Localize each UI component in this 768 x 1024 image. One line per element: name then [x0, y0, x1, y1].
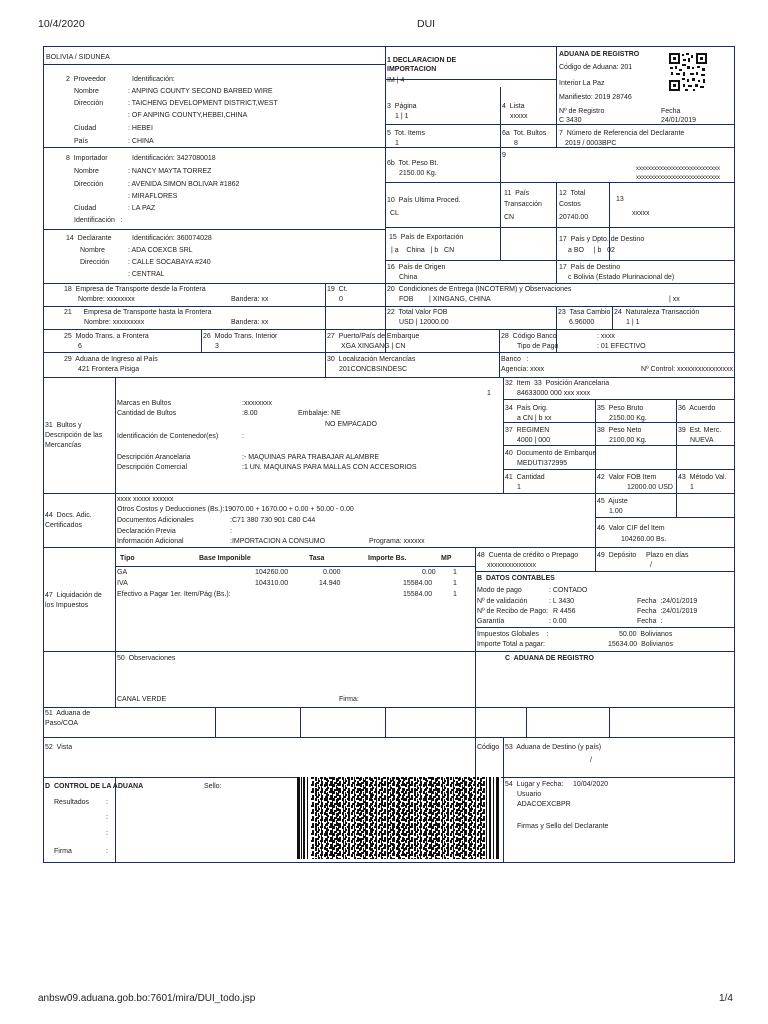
- garantia-fecha: Fecha :: [637, 618, 663, 625]
- proveedor-id-label: Identificación:: [132, 76, 175, 83]
- ajuste-label: 45 Ajuste: [597, 498, 628, 505]
- peso-bruto-label: 35 Peso Bruto: [597, 405, 644, 412]
- transporte-frontera-bandera: Bandera: xx: [231, 296, 269, 303]
- total-label1: 12 Total: [559, 190, 586, 197]
- observaciones-firma: Firma:: [339, 696, 359, 703]
- declarante-dir2: : CENTRAL: [128, 271, 165, 278]
- pais-orig-label: 34 País Orig.: [505, 405, 548, 412]
- canal-verde: CANAL VERDE: [117, 696, 167, 703]
- est-merc-label: 39 Est. Merc.: [678, 427, 722, 434]
- proveedor-pais-label: País: [74, 138, 89, 145]
- arancelaria-value: :- MAQUINAS PARA TRABAJAR ALAMBRE: [242, 454, 380, 461]
- print-date: 10/4/2020: [38, 18, 85, 30]
- localizacion-value: 201CONCBSINDESC: [339, 366, 408, 373]
- declarante-dir-label: Dirección: [80, 259, 110, 266]
- modo-pago-label: Modo de pago: [477, 587, 522, 594]
- observaciones-label: 50 Observaciones: [117, 655, 176, 662]
- bultos-label-1: 31 Bultos y: [45, 422, 82, 429]
- modo-interior-label: 26 Modo Trans. Interior: [203, 333, 278, 340]
- liq-cell: 1: [453, 580, 457, 587]
- agencia-value: Agencia: xxxx: [501, 366, 545, 373]
- fob-item-label: 42 Valor FOB Item: [597, 474, 657, 481]
- impuestos-value: 50.00 Bolivianos: [619, 631, 673, 638]
- localizacion-label: 30 Localización Mercancías: [327, 356, 416, 363]
- proveedor-dir1: : TAICHENG DEVELOPMENT DISTRICT,WEST: [128, 100, 278, 107]
- naturaleza-value: 1 | 1: [626, 319, 640, 326]
- usuario-label: Usuario: [517, 791, 542, 798]
- docs-line-5-label: Información Adicional: [117, 538, 184, 545]
- modo-frontera-label: 25 Modo Trans. a Frontera: [64, 333, 149, 340]
- pais-orig-value: a CN | b xx: [517, 415, 552, 422]
- liq-header-mp: MP: [441, 555, 452, 562]
- docs-line-3-label: Documentos Adicionales: [117, 517, 194, 524]
- dpto-value: a BO | b 02: [568, 247, 615, 254]
- item-label: 32 Item: [505, 380, 531, 387]
- transporte-hasta-bandera: Bandera: xx: [231, 319, 269, 326]
- deposito-value: /: [650, 562, 652, 569]
- deposito-label: 49 Depósito Plazo en días: [597, 552, 689, 559]
- metodo-value: 1: [690, 484, 694, 491]
- recibo-value: R 4456: [553, 608, 576, 615]
- cuenta-label: 48 Cuenta de crédito o Prepago: [477, 552, 579, 559]
- referencia-value: 2019 / 0003BPC: [565, 140, 617, 147]
- fecha-label: Fecha: [661, 108, 681, 115]
- liq-header-tipo: Tipo: [120, 555, 135, 562]
- validacion-value: : L 3430: [549, 598, 575, 605]
- footer-page: 1/4: [719, 993, 733, 1004]
- firma-label: Firma: [54, 848, 72, 855]
- lista-value: xxxxx: [510, 113, 528, 120]
- liquidacion-label-1: 47 Liquidación de: [45, 592, 102, 599]
- docs-line-5: :IMPORTACION A CONSUMO: [230, 538, 326, 545]
- referencia-label: 7 Número de Referencia del Declarante: [559, 130, 685, 137]
- cantidad-value: 1: [517, 484, 521, 491]
- cuenta-value: xxxxxxxxxxxxxx: [487, 562, 536, 569]
- posicion-value: 84633000 000 xxx xxxx: [517, 390, 591, 397]
- est-merc-value: NUEVA: [690, 437, 714, 444]
- contenedor-value: :: [242, 433, 244, 440]
- resultados-colon: :: [106, 830, 108, 837]
- impuestos-label: Impuestos Globales :: [477, 631, 549, 638]
- importador-ident-label: Identificación :: [74, 217, 123, 224]
- cantidad-bultos-label: Cantidad de Bultos: [117, 410, 177, 417]
- proveedor-nombre-label: Nombre: [74, 88, 99, 95]
- importador-ciudad-label: Ciudad: [74, 205, 97, 212]
- dui-form: [43, 46, 735, 863]
- validacion-fecha: Fecha :24/01/2019: [637, 598, 698, 605]
- transporte-hasta-label: 21 Empresa de Transporte hasta la Frontera: [64, 309, 212, 316]
- liq-cell: 14.940: [319, 580, 341, 587]
- comercial-label: Descripción Comercial: [117, 464, 188, 471]
- proveedor-ciudad-label: Ciudad: [74, 125, 97, 132]
- modo-pago-value: : CONTADO: [549, 587, 588, 594]
- peso-value: 2150.00 Kg.: [399, 170, 437, 177]
- exportacion-label: 15 País de Exportación: [389, 234, 464, 241]
- f9-value-a: xxxxxxxxxxxxxxxxxxxxxxxxxxxx: [636, 166, 720, 172]
- liquidacion-label-2: los Impuestos: [45, 602, 89, 609]
- proveedor-nombre: : ANPING COUNTY SECOND BARBED WIRE: [128, 88, 273, 95]
- liq-cell: GA: [117, 569, 128, 576]
- transaccion-value: CN: [504, 214, 515, 221]
- registro-label: Nº de Registro: [559, 108, 605, 115]
- liq-header-importe: Importe Bs.: [368, 555, 407, 562]
- control-aduana-title: D CONTROL DE LA ADUANA: [45, 783, 144, 790]
- items-value: 1: [395, 140, 399, 147]
- origen-value: China: [399, 274, 418, 281]
- declarante-nombre: : ADA COEXCB SRL: [128, 247, 193, 254]
- docs-line-4-label: Declaración Previa: [117, 528, 176, 535]
- datos-contables-title: B DATOS CONTABLES: [477, 575, 555, 582]
- puerto-label: 27 Puerto/País de Embarque: [327, 333, 420, 340]
- peso-label: 6b Tot. Peso Bt.: [387, 160, 439, 167]
- transporte-frontera-nombre: Nombre: xxxxxxxx: [78, 296, 135, 303]
- regimen-value: 4000 | 000: [517, 437, 550, 444]
- items-label: 5 Tot. Items: [387, 130, 425, 137]
- origen-label: 16 País de Origen: [387, 264, 446, 271]
- efectivo-label: Efectivo a Pagar 1er. Item/Pág (Bs.):: [117, 591, 231, 598]
- tasa-label: 23 Tasa Cambio: [558, 309, 611, 316]
- recibo-label: Nº de Recibo de Pago:: [477, 608, 549, 615]
- docs-line-3: :C71 380 730 901 C80 C44: [230, 517, 316, 524]
- print-title: DUI: [417, 18, 436, 30]
- pagina-value: 1 | 1: [395, 113, 409, 120]
- importador-ciudad: : LA PAZ: [128, 205, 156, 212]
- doc-embarque-label: 40 Documento de Embarque: [505, 450, 597, 457]
- doc-embarque-value: MEDUTI372995: [517, 460, 568, 467]
- embalaje-detalle: NO EMPACADO: [325, 421, 377, 428]
- peso-bruto-value: 2150.00 Kg.: [609, 415, 647, 422]
- declarante-label: 14 Declarante: [66, 235, 112, 242]
- destino-value: c Bolivia (Estado Plurinacional de): [568, 274, 675, 281]
- aduana-destino-value: /: [590, 757, 592, 764]
- vista-label: 52 Vista: [45, 744, 73, 751]
- bultos-label: 6a Tot. Bultos: [502, 130, 547, 137]
- importador-nombre: : NANCY MAYTA TORREZ: [128, 168, 212, 175]
- resultados-colon: :: [106, 814, 108, 821]
- docs-line-1: xxxx xxxxx xxxxxx: [117, 496, 174, 503]
- comercial-value: :1 UN. MAQUINAS PARA MALLAS CON ACCESORIOS: [242, 464, 417, 471]
- firma-colon: :: [106, 848, 108, 855]
- puerto-value: XGA XINGANG | CN: [341, 343, 406, 350]
- arancelaria-label: Descripción Arancelaria: [117, 454, 191, 461]
- docs-line-4: :: [230, 528, 232, 535]
- cif-value: 104260.00 Bs.: [621, 536, 667, 543]
- programa: Programa: xxxxxx: [369, 538, 425, 545]
- transporte-frontera-label: 18 Empresa de Transporte desde la Frontera: [64, 286, 206, 293]
- f9-label: 9: [502, 152, 506, 159]
- garantia-value: : 0.00: [549, 618, 567, 625]
- total-value: 20740.00: [559, 214, 589, 221]
- fob-label: 22 Total Valor FOB: [387, 309, 448, 316]
- efectivo-value: 15584.00: [403, 591, 433, 598]
- resultados-colon: :: [106, 799, 108, 806]
- aduana-registro-c: C ADUANA DE REGISTRO: [505, 655, 594, 662]
- resultados-label: Resultados: [54, 799, 90, 806]
- bultos-value: 8: [514, 140, 518, 147]
- f13-label: 13: [616, 196, 624, 203]
- incoterm-xx: | xx: [669, 296, 680, 303]
- modo-frontera-value: 6: [78, 343, 82, 350]
- qr-code-icon: [668, 52, 708, 92]
- control-value: Nº Control: xxxxxxxxxxxxxxxx: [641, 366, 734, 373]
- declaration-value: IM | 4: [387, 77, 405, 84]
- cantidad-label: 41 Cantidad: [505, 474, 545, 481]
- sello-label: Sello:: [204, 783, 222, 790]
- docs-line-2: Otros Costos y Deducciones (Bs.):19070.00 + 1670.00 + 0.00 + 50.00 - 0.00: [117, 506, 354, 513]
- country-label: BOLIVIA / SIDUNEA: [46, 54, 110, 61]
- modo-interior-value: 3: [215, 343, 219, 350]
- embalaje: Embalaje: NE: [298, 410, 341, 417]
- banco-codigo-value: : xxxx: [597, 333, 615, 340]
- importador-id: Identificación: 3427080018: [132, 155, 216, 162]
- incoterm-value: FOB | XINGANG, CHINA: [399, 296, 491, 303]
- contenedor-label: Identificación de Contenedor(es): [117, 433, 219, 440]
- declarante-id: Identificación: 360074028: [132, 235, 212, 242]
- transporte-hasta-nombre: Nombre: xxxxxxxxx: [84, 319, 145, 326]
- proveedor-ciudad: : HEBEI: [128, 125, 153, 132]
- ajuste-value: 1.00: [609, 508, 623, 515]
- transaccion-label1: 11 País: [504, 190, 530, 197]
- efectivo-mp: 1: [453, 591, 457, 598]
- tipo-pago-value: : 01 EFECTIVO: [597, 343, 646, 350]
- cif-label: 46 Valor CIF del Item: [597, 525, 665, 532]
- marcas-label: Marcas en Bultos: [117, 400, 172, 407]
- aduana-registro-title: ADUANA DE REGISTRO: [559, 51, 640, 58]
- recibo-fecha: Fecha :24/01/2019: [637, 608, 698, 615]
- bultos-label-2: Descripción de las: [45, 432, 103, 439]
- liq-cell: 104260.00: [255, 569, 289, 576]
- barcode-icon: [297, 777, 501, 859]
- regimen-label: 37 REGIMEN: [505, 427, 550, 434]
- docs-label-2: Certificados: [45, 522, 82, 529]
- f9-value-b: xxxxxxxxxxxxxxxxxxxxxxxxxxxx: [636, 175, 720, 181]
- lugar-label: 54 Lugar y Fecha:: [505, 781, 564, 788]
- fob-item-value: 12000.00 USD: [627, 484, 673, 491]
- lista-label: 4 Lista: [502, 103, 525, 110]
- manifiesto: Manifiesto: 2019 28746: [559, 94, 632, 101]
- importe-label: Importe Total a pagar:: [477, 641, 545, 648]
- liq-header-base: Base Imponible: [199, 555, 251, 562]
- aduana-destino-label: 53 Aduana de Destino (y país): [505, 744, 602, 751]
- bultos-label-3: Mercancías: [45, 442, 82, 449]
- destino-label: 17 País de Destino: [559, 264, 621, 271]
- peso-neto-label: 38 Peso Neto: [597, 427, 642, 434]
- transaccion-label2: Transacción: [504, 201, 542, 208]
- metodo-label: 43 Método Val.: [678, 474, 727, 481]
- firmas-declarante: Firmas y Sello del Declarante: [517, 823, 609, 830]
- footer-url: anbsw09.aduana.gob.bo:7601/mira/DUI_todo.jsp: [38, 993, 256, 1004]
- cantidad-bultos-value: :8.00: [242, 410, 258, 417]
- dpto-label: 17 País y Dpto. de Destino: [559, 236, 645, 243]
- liq-cell: 1: [453, 569, 457, 576]
- paso-label-2: Paso/COA: [45, 720, 79, 727]
- declarante-nombre-label: Nombre: [80, 247, 105, 254]
- aduana-ingreso-label: 29 Aduana de Ingreso al País: [64, 356, 158, 363]
- liq-cell: IVA: [117, 580, 128, 587]
- peso-neto-value: 2100.00 Kg.: [609, 437, 647, 444]
- proveedor-label: 2 Proveedor: [66, 76, 107, 83]
- proveedor-pais: : CHINA: [128, 138, 154, 145]
- posicion-label: 33 Posición Arancelaria: [534, 380, 610, 387]
- naturaleza-label: 24 Naturaleza Transacción: [614, 309, 700, 316]
- liq-cell: 15584.00: [403, 580, 433, 587]
- tasa-value: 6.96000: [569, 319, 595, 326]
- total-label2: Costos: [559, 201, 581, 208]
- declarante-dir1: : CALLE SOCABAYA #240: [128, 259, 211, 266]
- importe-value: 15634.00 Bolivianos: [608, 641, 673, 648]
- importador-dir-label: Dirección: [74, 181, 104, 188]
- proveedor-dir2: : OF ANPING COUNTY,HEBEI,CHINA: [128, 112, 248, 119]
- aduana-code: Código de Aduana: 201: [559, 64, 633, 71]
- aduana-ingreso-value: 421 Frontera Pisiga: [78, 366, 140, 373]
- acuerdo-label: 36 Acuerdo: [678, 405, 716, 412]
- ct-label: 19 Ct.: [327, 286, 348, 293]
- importador-label: 8 Importador: [66, 155, 108, 162]
- incoterm-label: 20 Condiciones de Entrega (INCOTERM) y Observaciones: [387, 286, 572, 293]
- ultima-label: 10 País Ultima Proced.: [387, 197, 461, 204]
- exportacion-value: | a China | b CN: [391, 247, 455, 254]
- importador-nombre-label: Nombre: [74, 168, 99, 175]
- liq-cell: 104310.00: [255, 580, 289, 587]
- importador-dir2: : MIRAFLORES: [128, 193, 178, 200]
- banco-label: Banco :: [501, 356, 529, 363]
- garantia-label: Garantía: [477, 618, 505, 625]
- liq-cell: 0.000: [323, 569, 341, 576]
- aduana-name: Interior La Paz: [559, 80, 605, 87]
- tipo-pago-label: Tipo de Pago: [517, 343, 559, 350]
- codigo-label: Código: [477, 744, 500, 751]
- liq-cell: 0.00: [422, 569, 436, 576]
- marcas-value: :xxxxxxxx: [242, 400, 272, 407]
- validacion-label: Nº de validación: [477, 598, 528, 605]
- paso-label-1: 51 Aduana de: [45, 710, 91, 717]
- item-value: 1: [487, 390, 491, 397]
- docs-label-1: 44 Docs. Adic.: [45, 512, 92, 519]
- liq-header-tasa: Tasa: [309, 555, 325, 562]
- banco-codigo-label: 28 Código Banco: [501, 333, 557, 340]
- ct-value: 0: [339, 296, 343, 303]
- registro-value: C 3430: [559, 117, 582, 124]
- f13-value: xxxxx: [632, 210, 650, 217]
- proveedor-dir-label: Dirección: [74, 100, 104, 107]
- fob-value: USD | 12000.00: [399, 319, 449, 326]
- importador-dir1: : AVENIDA SIMON BOLIVAR #1862: [128, 181, 240, 188]
- pagina-label: 3 Página: [387, 103, 417, 110]
- declaration-title: 1 DECLARACION DE IMPORTACION: [387, 57, 457, 73]
- usuario-value: ADACOEXCBPR: [517, 801, 571, 808]
- ultima-value: CL: [390, 210, 399, 217]
- fecha-value: 24/01/2019: [661, 117, 697, 124]
- lugar-value: 10/04/2020: [573, 781, 609, 788]
